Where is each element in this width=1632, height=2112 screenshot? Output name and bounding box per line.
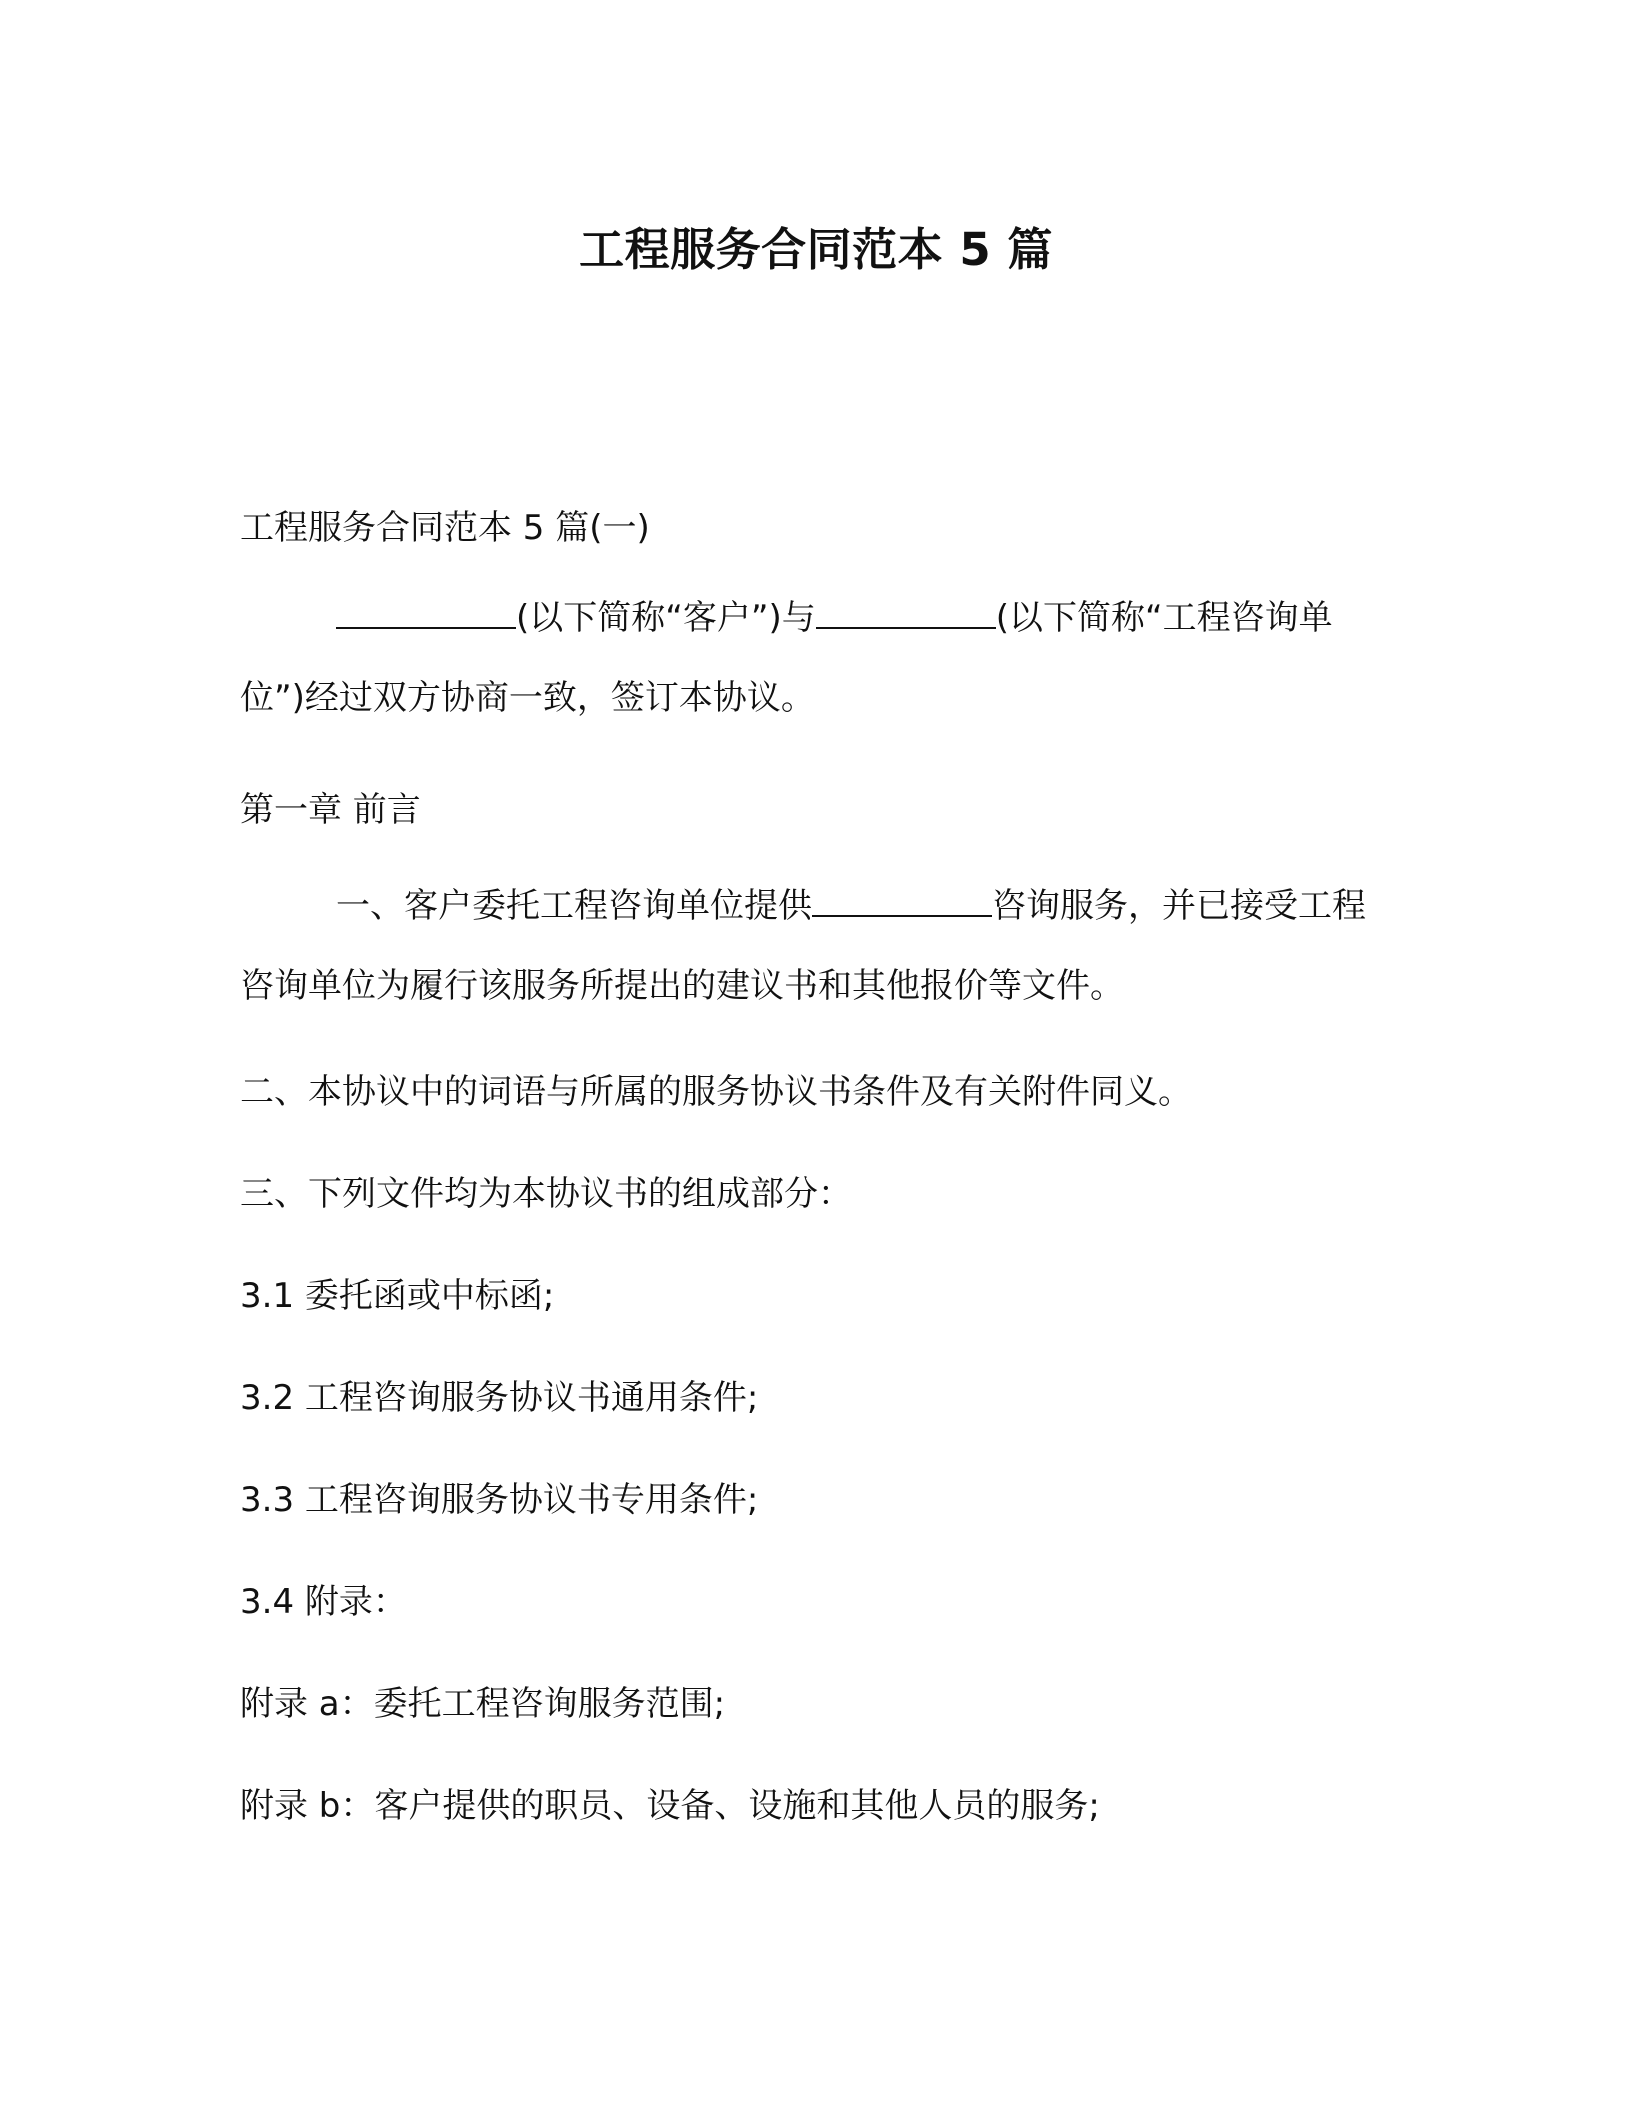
clause-1-part1: 一、客户委托工程咨询单位提供 [336, 886, 812, 926]
clause-2: 二、本协议中的词语与所属的服务协议书条件及有关附件同义。 [240, 1072, 1192, 1112]
section-heading: 工程服务合同范本 5 篇(一) [240, 508, 650, 548]
blank-line-client [336, 597, 516, 629]
intro-text-part2: (以下简称“工程咨询单位”)经过双方协商一致，签订本协议。 [240, 598, 1333, 718]
blank-line-consultant [816, 597, 996, 629]
intro-paragraph [240, 578, 1388, 738]
appendix-a: 附录 a：委托工程咨询服务范围; [240, 1684, 726, 1724]
document-title: 工程服务合同范本 5 篇 [579, 223, 1053, 276]
clause-3: 三、下列文件均为本协议书的组成部分： [240, 1174, 852, 1214]
clause-1 [240, 866, 1388, 1026]
intro-text-part1: (以下简称“客户”)与 [516, 598, 816, 638]
blank-line-service [812, 885, 992, 917]
clause-1-part2: 咨询服务，并已接受工程咨询单位为履行该服务所提出的建议书和其他报价等文件。 [240, 886, 1366, 1006]
item-3-2: 3.2 工程咨询服务协议书通用条件; [240, 1378, 759, 1418]
appendix-b: 附录 b：客户提供的职员、设备、设施和其他人员的服务; [240, 1786, 1100, 1826]
item-3-1: 3.1 委托函或中标函; [240, 1276, 555, 1316]
item-3-3: 3.3 工程咨询服务协议书专用条件; [240, 1480, 759, 1520]
item-3-4: 3.4 附录： [240, 1582, 407, 1622]
chapter-heading: 第一章 前言 [240, 790, 421, 830]
